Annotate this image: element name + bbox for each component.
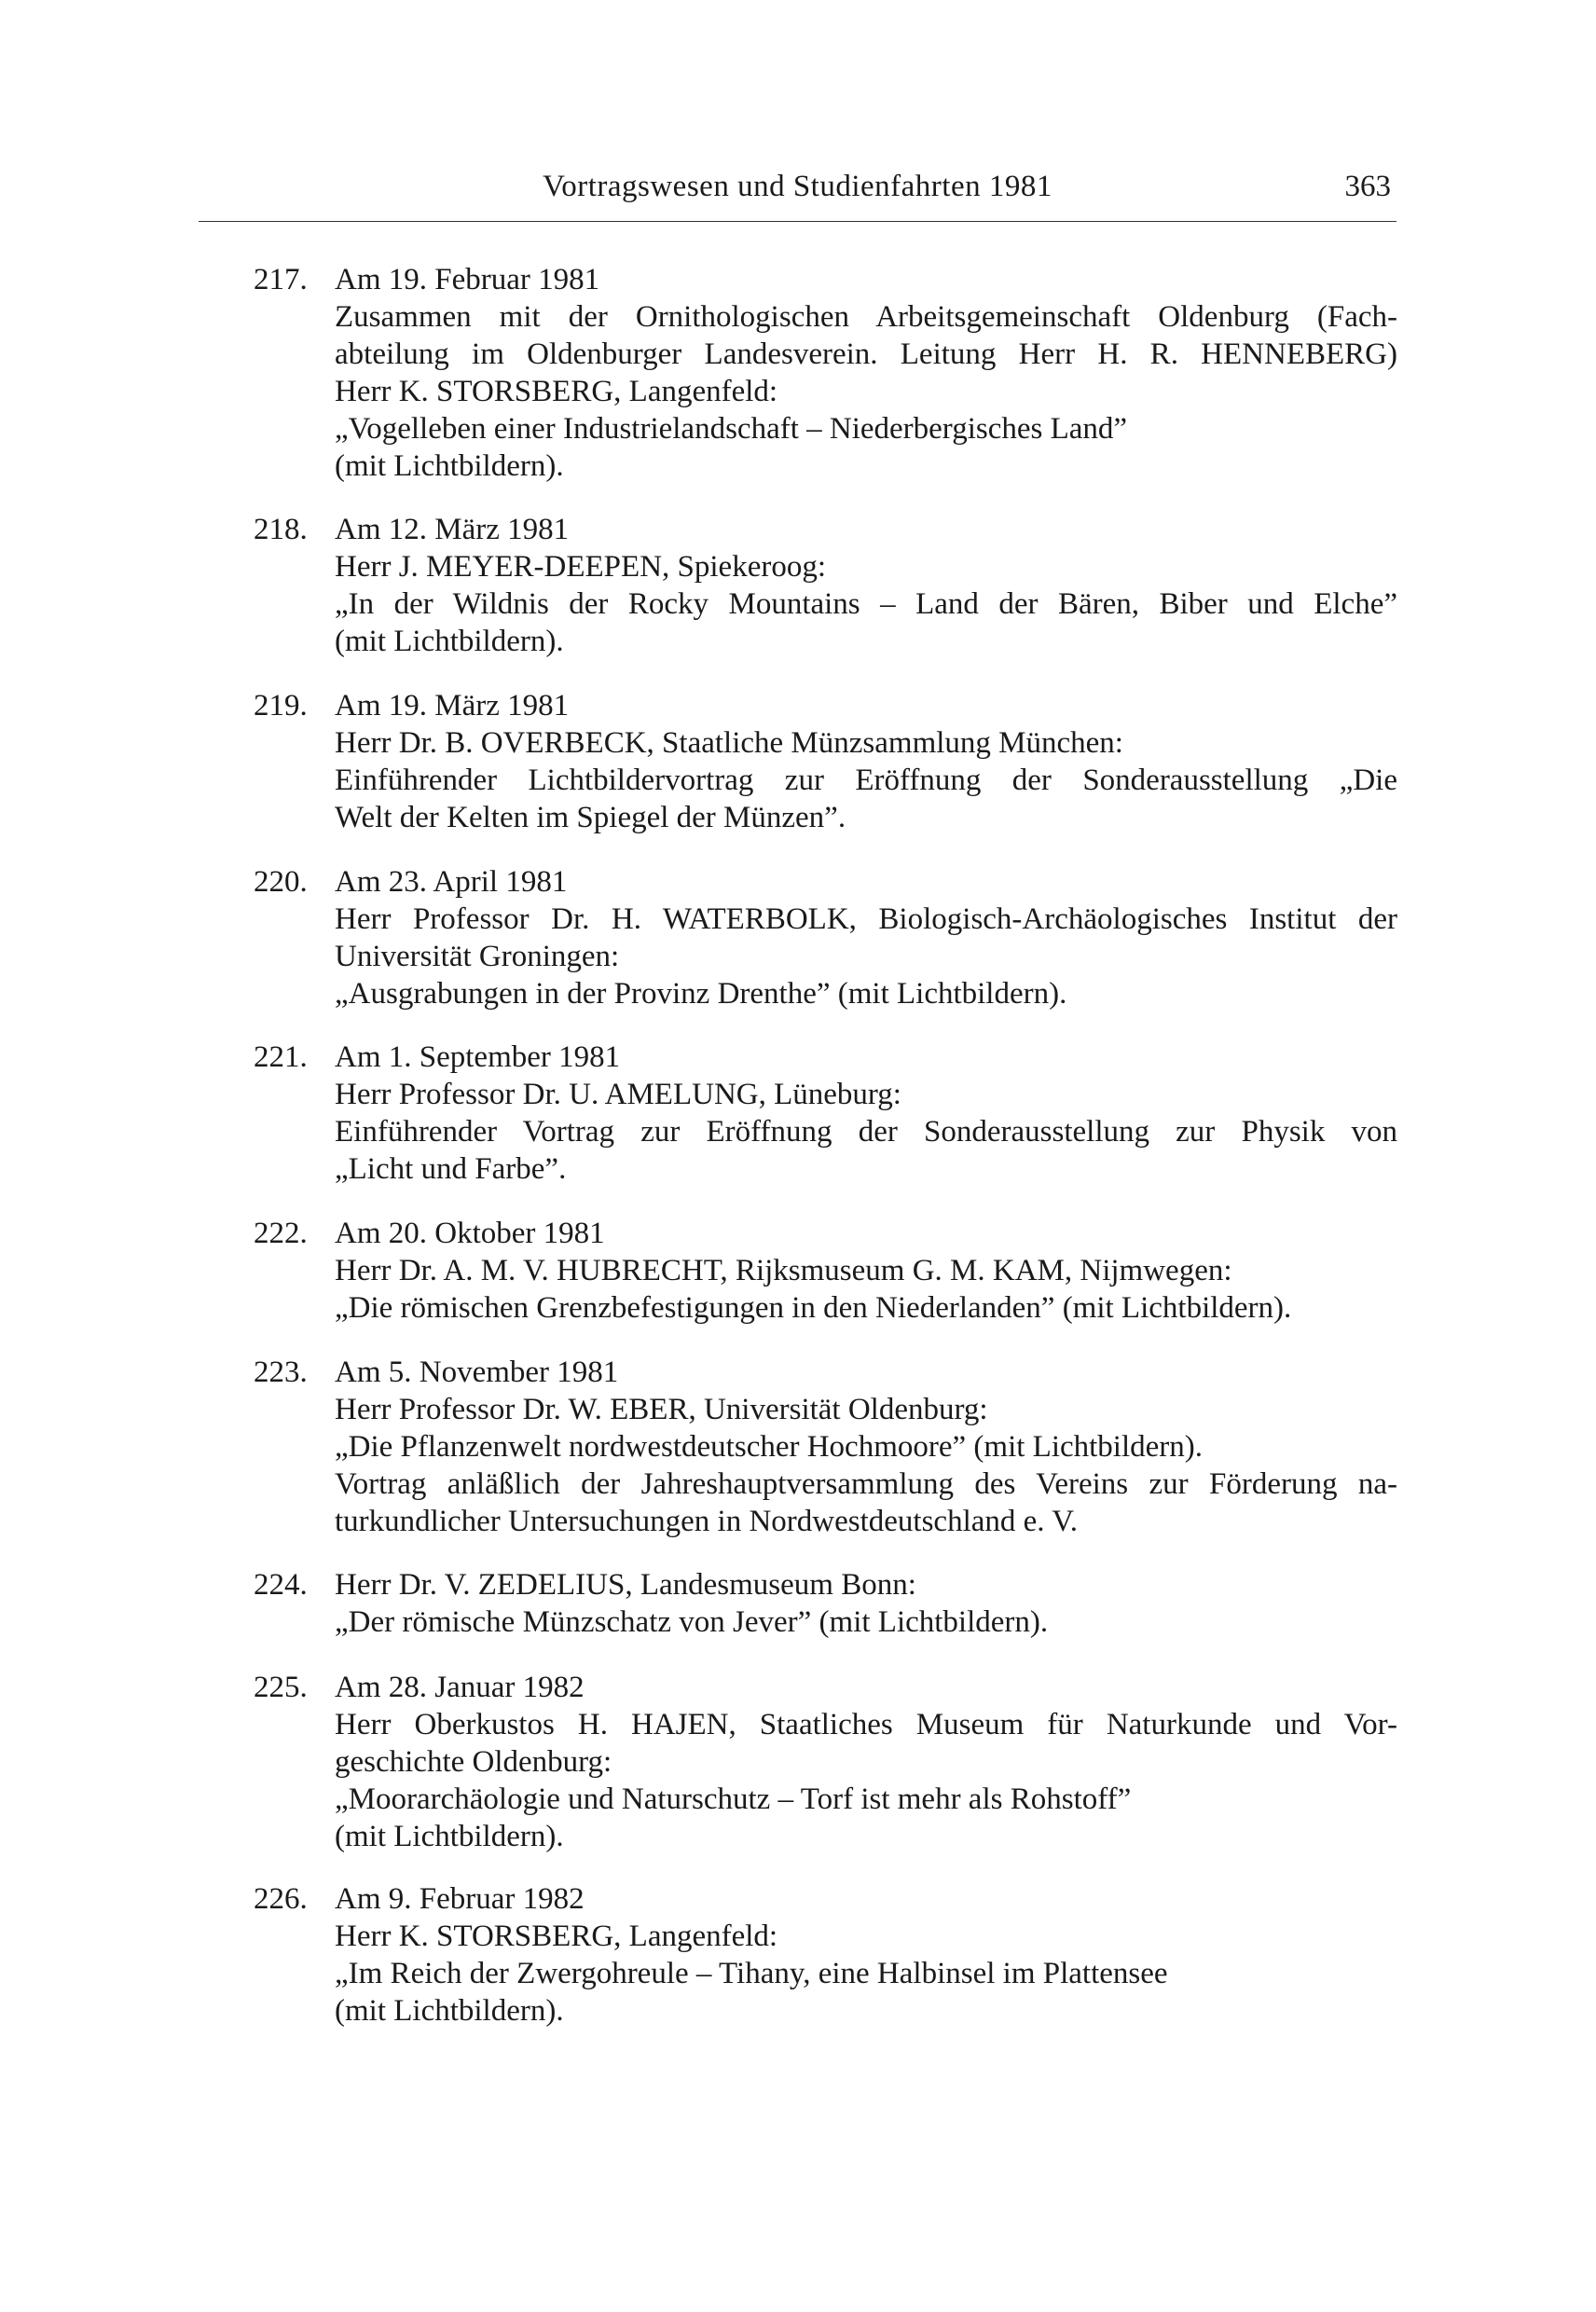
entry-text bbox=[335, 511, 1397, 660]
entry-speaker: Herr Dr. V. ZEDELIUS, Landesmuseum Bonn: bbox=[335, 1568, 916, 1602]
entry-line: geschichte Oldenburg: bbox=[335, 1745, 612, 1779]
entry-speaker: Herr J. MEYER-DEEPEN, Spiekeroog: bbox=[335, 550, 827, 584]
entry-line: Einführender Lichtbildervortrag zur Eröffnung der Sonderausstellung „Die bbox=[335, 764, 1397, 797]
entry-date: Am 1. September 1981 bbox=[335, 1040, 621, 1074]
page-number: 363 bbox=[1344, 170, 1391, 203]
entry-text bbox=[335, 1880, 1397, 2030]
entry-title: „Moorarchäologie und Naturschutz – Torf ist mehr als Rohstoff” bbox=[335, 1782, 1132, 1816]
entry-text bbox=[335, 1354, 1397, 1540]
entry-line: Universität Groningen: bbox=[335, 940, 620, 973]
entry-date: Am 19. März 1981 bbox=[335, 689, 570, 722]
entry-title: „Licht und Farbe”. bbox=[335, 1152, 567, 1186]
entry-number: 223. bbox=[254, 1356, 308, 1389]
entry-line: Einführender Vortrag zur Eröffnung der Sonderausstellung zur Physik von bbox=[335, 1115, 1397, 1149]
entry-speaker: Herr K. STORSBERG, Langenfeld: bbox=[335, 1920, 778, 1953]
entry-line: Welt der Kelten im Spiegel der Münzen”. bbox=[335, 801, 846, 834]
entry-text bbox=[335, 1039, 1397, 1188]
entry-line: turkundlicher Untersuchungen in Nordwestdeutschland e. V. bbox=[335, 1505, 1079, 1538]
entry-number: 218. bbox=[254, 513, 308, 546]
entry-title: „Vogelleben einer Industrielandschaft – Niederbergisches Land” bbox=[335, 412, 1128, 446]
entry-speaker: Herr Oberkustos H. HAJEN, Staatliches Museum für Naturkunde und Vor- bbox=[335, 1708, 1397, 1741]
entry-speaker: Herr Professor Dr. H. WATERBOLK, Biologisch-Archäologisches Institut der bbox=[335, 902, 1397, 936]
entry-line: Zusammen mit der Ornithologischen Arbeitsgemeinschaft Oldenburg (Fach- bbox=[335, 300, 1397, 334]
entry-text bbox=[335, 687, 1397, 836]
entry-date: Am 9. Februar 1982 bbox=[335, 1882, 585, 1916]
entry-speaker: Herr Dr. B. OVERBECK, Staatliche Münzsammlung München: bbox=[335, 726, 1123, 760]
entry-number: 224. bbox=[254, 1568, 308, 1602]
running-title: Vortragswesen und Studienfahrten 1981 bbox=[543, 170, 1053, 203]
entry-title: „Ausgrabungen in der Provinz Drenthe” (mit Lichtbildern). bbox=[335, 977, 1067, 1011]
entry-date: Am 5. November 1981 bbox=[335, 1356, 619, 1389]
entry-line: (mit Lichtbildern). bbox=[335, 1994, 564, 2028]
entry-number: 220. bbox=[254, 865, 308, 899]
entry-title: „Der römische Münzschatz von Jever” (mit Lichtbildern). bbox=[335, 1605, 1049, 1639]
running-head bbox=[199, 166, 1396, 214]
entry-date: Am 23. April 1981 bbox=[335, 865, 568, 899]
entry-title: „Die Pflanzenwelt nordwestdeutscher Hochmoore” (mit Lichtbildern). bbox=[335, 1430, 1204, 1464]
entry-number: 221. bbox=[254, 1040, 308, 1074]
entry-speaker: Herr Dr. A. M. V. HUBRECHT, Rijksmuseum G. M. KAM, Nijmwegen: bbox=[335, 1254, 1232, 1287]
entry-title: „Im Reich der Zwergohreule – Tihany, eine Halbinsel im Plattensee bbox=[335, 1957, 1168, 1990]
entry-date: Am 20. Oktober 1981 bbox=[335, 1217, 605, 1250]
entry-line: (mit Lichtbildern). bbox=[335, 449, 564, 483]
entry-line: Vortrag anläßlich der Jahreshauptversammlung des Vereins zur Förderung na- bbox=[335, 1467, 1397, 1501]
entry-date: Am 19. Februar 1981 bbox=[335, 263, 600, 296]
entry-line: (mit Lichtbildern). bbox=[335, 1820, 564, 1853]
entry-number: 222. bbox=[254, 1217, 308, 1250]
entry-title: „Die römischen Grenzbefestigungen in den Niederlanden” (mit Lichtbildern). bbox=[335, 1291, 1292, 1325]
entry-speaker: Herr K. STORSBERG, Langenfeld: bbox=[335, 375, 778, 408]
entry-number: 226. bbox=[254, 1882, 308, 1916]
entry-title: „In der Wildnis der Rocky Mountains – Land der Bären, Biber und Elche” bbox=[335, 587, 1397, 621]
entry-text bbox=[335, 863, 1397, 1012]
entry-number: 217. bbox=[254, 263, 308, 296]
header-rule bbox=[199, 221, 1396, 222]
entry-line: (mit Lichtbildern). bbox=[335, 625, 564, 658]
entry-number: 219. bbox=[254, 689, 308, 722]
entry-date: Am 12. März 1981 bbox=[335, 513, 570, 546]
entry-text bbox=[335, 1215, 1397, 1327]
entry-number: 225. bbox=[254, 1671, 308, 1704]
entry-text bbox=[335, 261, 1397, 485]
entry-line: abteilung im Oldenburger Landesverein. Leitung Herr H. R. HENNEBERG) bbox=[335, 337, 1397, 371]
entry-text bbox=[335, 1669, 1397, 1855]
entry-speaker: Herr Professor Dr. U. AMELUNG, Lüneburg: bbox=[335, 1078, 901, 1111]
entry-speaker: Herr Professor Dr. W. EBER, Universität Oldenburg: bbox=[335, 1393, 988, 1426]
entry-date: Am 28. Januar 1982 bbox=[335, 1671, 585, 1704]
entry-text bbox=[335, 1566, 1397, 1641]
